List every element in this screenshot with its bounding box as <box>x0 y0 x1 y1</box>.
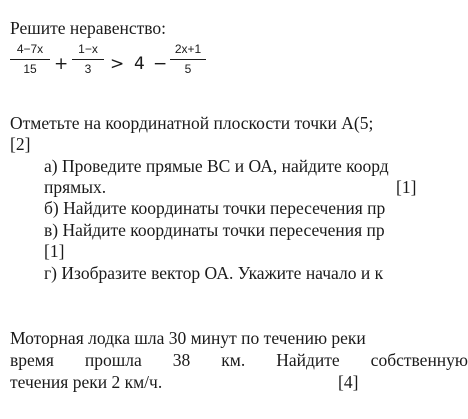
item-g-line: г) Изобразите вектор ОА. Укажите начало и к <box>44 263 384 283</box>
fraction-3 <box>170 42 206 77</box>
minus-sign: − <box>153 54 168 74</box>
item-a-line1: а) Проведите прямые ВС и ОА, найдите коорд <box>44 156 389 176</box>
fraction-2-bar <box>72 59 104 60</box>
fraction-1-denominator: 15 <box>23 62 37 76</box>
constant-four: 4 <box>134 54 145 74</box>
fraction-2 <box>72 42 104 77</box>
plus-sign: + <box>54 54 69 74</box>
fraction-3-denominator: 5 <box>184 62 192 76</box>
fraction-2-denominator: 3 <box>84 62 92 76</box>
item-a-line2: прямых. <box>44 177 107 197</box>
task3-points: [4] <box>338 372 359 392</box>
fraction-2-numerator: 1−x <box>78 42 98 56</box>
item-a-points: [1] <box>396 177 417 197</box>
task2-points: [2] <box>10 134 31 154</box>
fraction-3-numerator: 2x+1 <box>174 42 202 56</box>
task1-heading: Решите неравенство: <box>10 18 167 38</box>
item-b-line: б) Найдите координаты точки пересечения пр <box>44 198 386 218</box>
task3-line3: течения реки 2 км/ч. <box>10 372 163 392</box>
task3-line2: время прошла 38 км. Найдите собственную <box>10 350 468 370</box>
fraction-3-bar <box>170 59 206 60</box>
fraction-1-bar <box>10 59 50 60</box>
task2-intro: Отметьте на координатной плоскости точки А(5; <box>10 113 374 133</box>
greater-than-sign: > <box>110 54 125 74</box>
fraction-1-numerator: 4−7x <box>16 42 44 56</box>
item-v-line: в) Найдите координаты точки пересечения пр <box>44 220 385 240</box>
task3-line1: Моторная лодка шла 30 минут по течению реки <box>10 328 366 348</box>
item-v-points: [1] <box>44 241 65 261</box>
fraction-1 <box>10 42 50 77</box>
